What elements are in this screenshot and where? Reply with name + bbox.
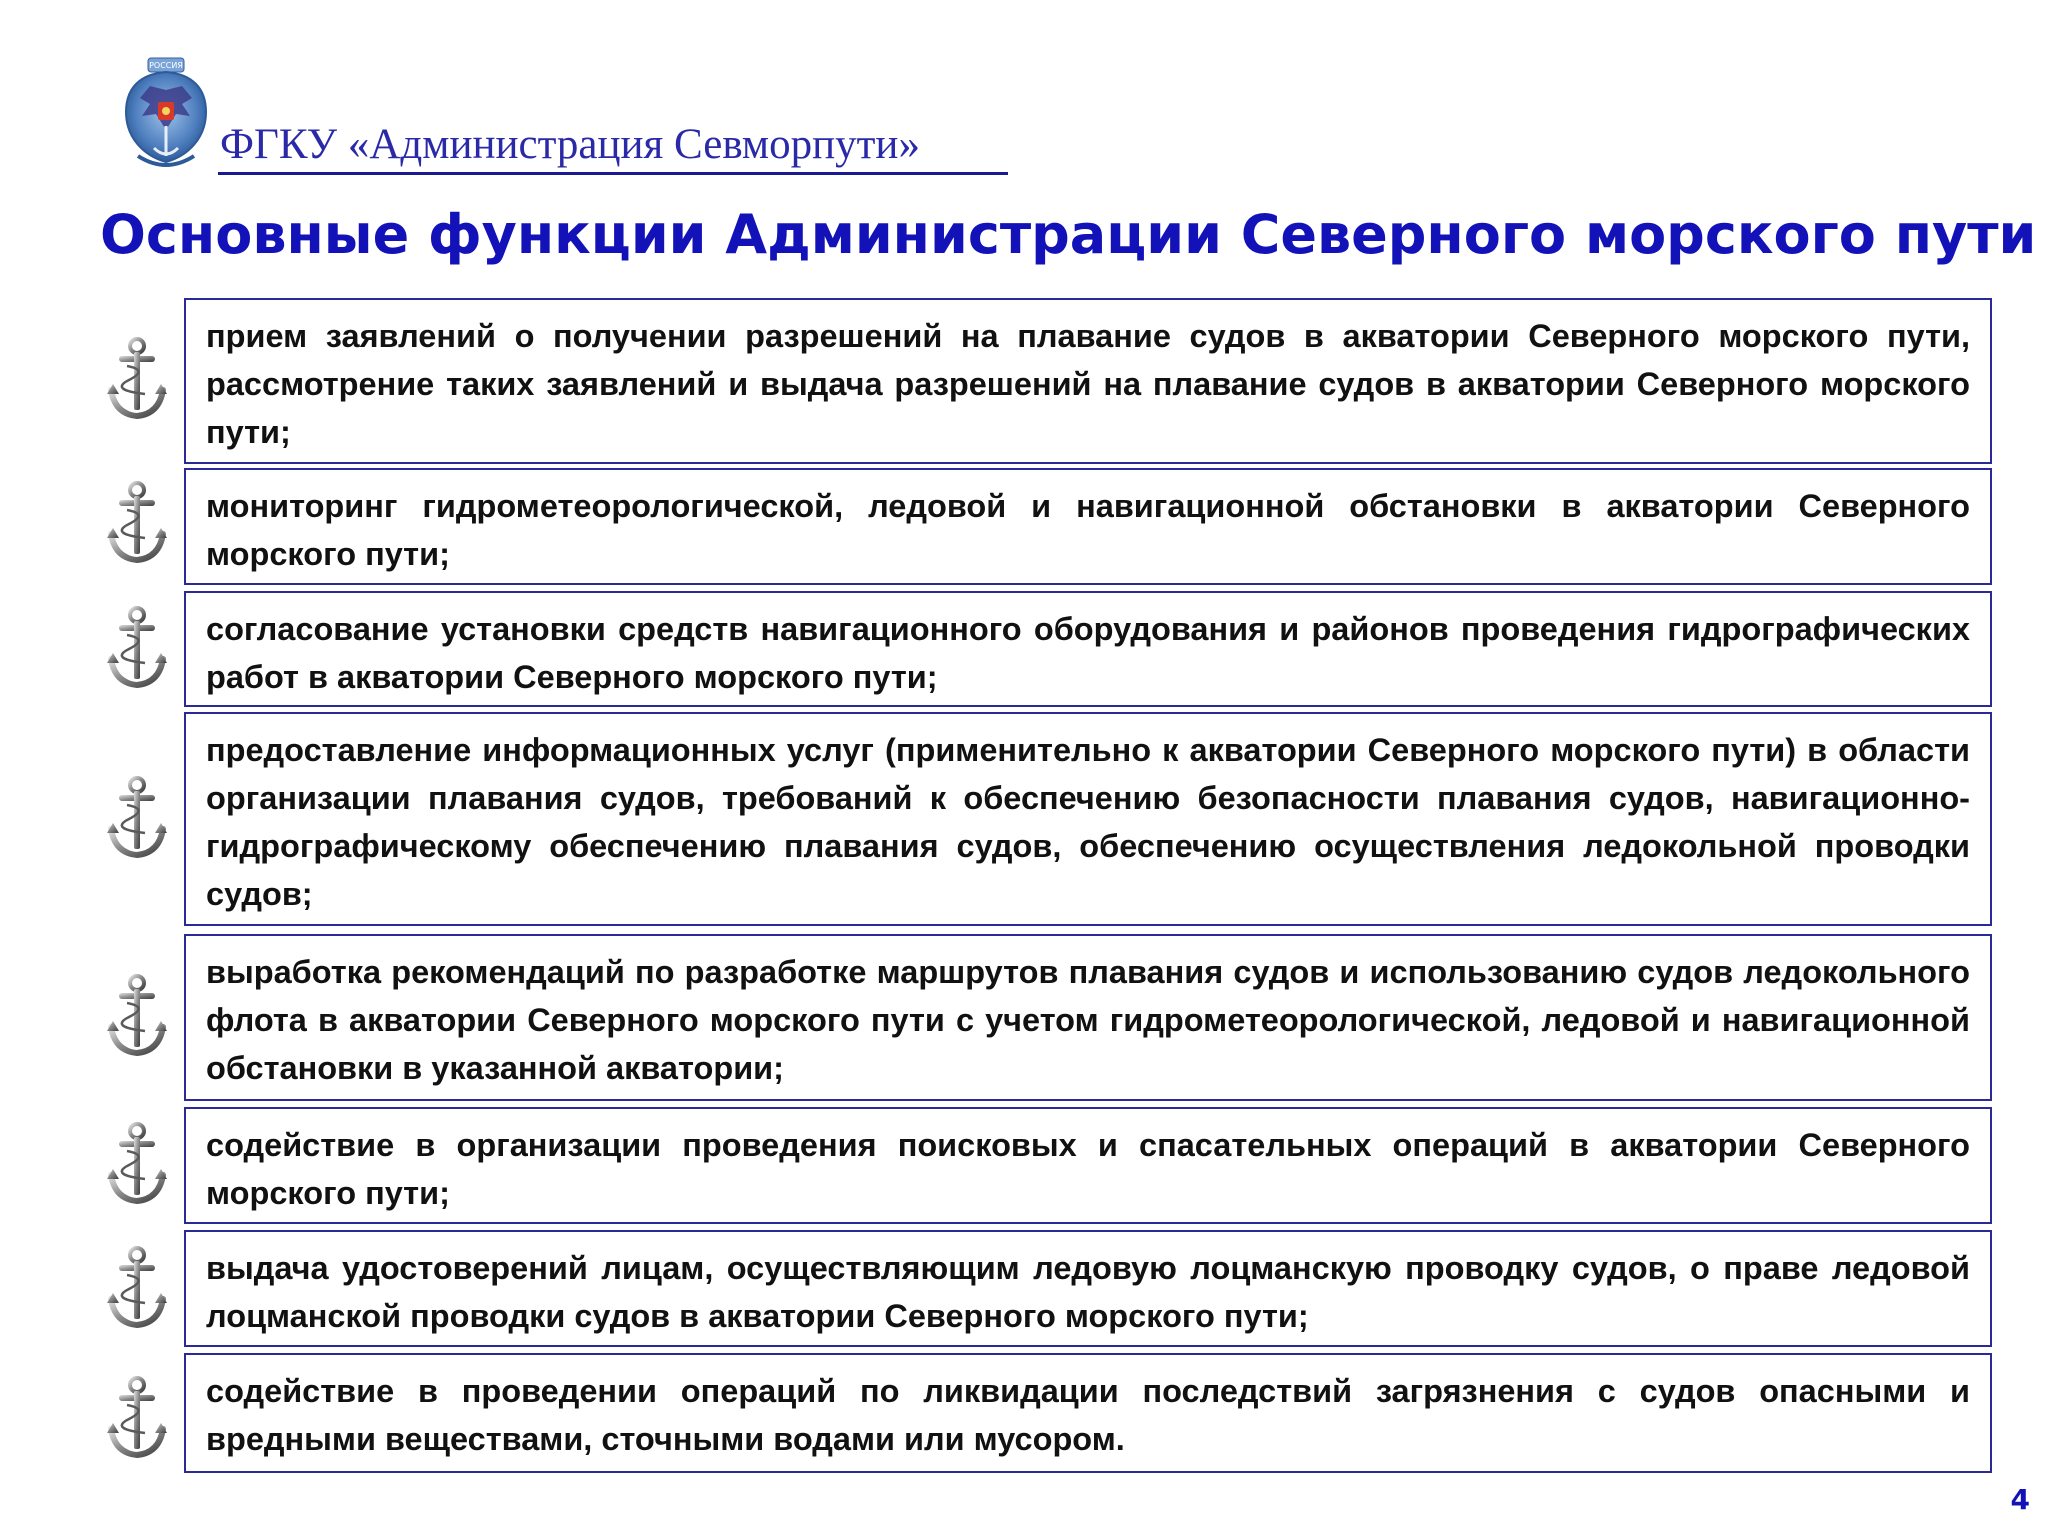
anchor-icon <box>105 775 169 863</box>
page-title: Основные функции Администрации Северного морского пути <box>100 203 2037 266</box>
function-box <box>184 298 1992 464</box>
anchor-icon <box>105 1245 169 1333</box>
function-text: согласование установки средств навигационного оборудования и районов проведения гидрографических работ в акватории Северного морского пути; <box>206 611 1970 695</box>
function-box <box>184 1230 1992 1347</box>
function-text: содействие в проведении операций по ликвидации последствий загрязнения с судов опасными и вредными веществами, сточными водами или мусором. <box>206 1373 1970 1457</box>
function-text: прием заявлений о получении разрешений на плавание судов в акватории Северного морского пути, рассмотрение таких заявлений и выдача разрешений на плавание судов в акватории Северного морского пути; <box>206 318 1970 450</box>
function-text: мониторинг гидрометеорологической, ледовой и навигационной обстановки в акватории Северного морского пути; <box>206 488 1970 572</box>
function-box <box>184 1353 1992 1473</box>
anchor-icon <box>105 336 169 424</box>
svg-text:РОССИЯ: РОССИЯ <box>149 61 183 70</box>
anchor-icon <box>105 973 169 1061</box>
function-box <box>184 1107 1992 1224</box>
function-box <box>184 591 1992 707</box>
organization-name: ФГКУ «Администрация Севморпути» <box>220 121 920 168</box>
anchor-icon <box>105 480 169 568</box>
function-text: выработка рекомендаций по разработке маршрутов плавания судов и использованию судов ледокольного флота в акватории Северного морского пути с учетом гидрометеорологической, ледовой и навигационной обстановки в указанной акватории; <box>206 954 1970 1086</box>
function-box <box>184 468 1992 585</box>
function-text: содействие в организации проведения поисковых и спасательных операций в акватории Северного морского пути; <box>206 1127 1970 1211</box>
function-text: предоставление информационных услуг (применительно к акватории Северного морского пути) в области организации плавания судов, требований к обеспечению безопасности плавания судов, навигационно-гидрографическому обеспечению плавания судов, обеспечению осуществления ледокольной проводки судов; <box>206 732 1970 912</box>
function-box <box>184 712 1992 926</box>
anchor-icon <box>105 1375 169 1463</box>
page-number: 4 <box>2010 1483 2030 1516</box>
function-text: выдача удостоверений лицам, осуществляющим ледовую лоцманскую проводку судов, о праве ледовой лоцманской проводки судов в акватории Северного морского пути; <box>206 1250 1970 1334</box>
function-box <box>184 934 1992 1101</box>
anchor-icon <box>105 605 169 693</box>
anchor-icon <box>105 1121 169 1209</box>
